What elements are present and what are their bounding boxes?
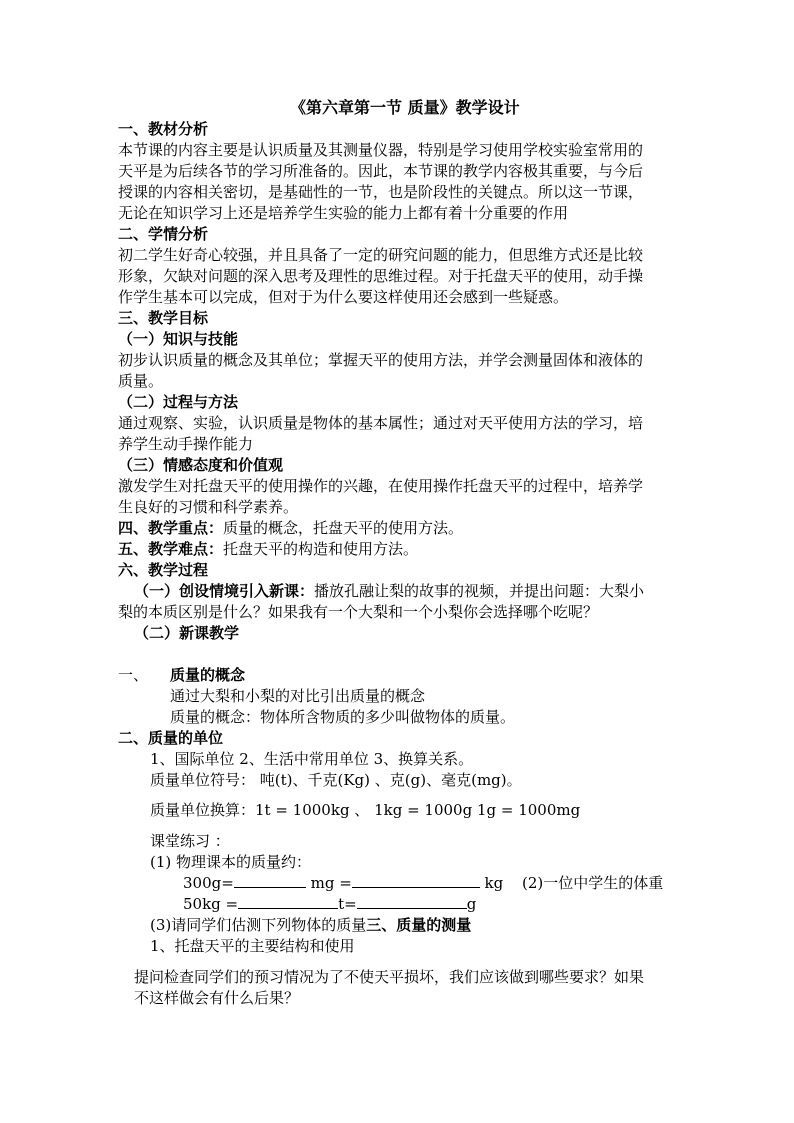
units-heading: 二、质量的单位 [118, 729, 224, 747]
concept-line: 质量的概念：物体所含物质的多少叫做物体的质量。 [170, 708, 516, 726]
paragraph-line: 无论在知识学习上还是培养学生实验的能力上都有着十分重要的作用 [118, 204, 569, 222]
subheading-process-methods: （二）过程与方法 [118, 393, 239, 411]
practice-question-2: (2)一位中学生的体重 [522, 874, 664, 892]
paragraph-line: 激发学生对托盘天平的使用操作的兴趣，在使用操作托盘天平的过程中，培养学 [118, 477, 644, 495]
teaching-difficulty [118, 539, 418, 559]
blank-unit: g [466, 895, 477, 913]
practice-row-1 [183, 873, 503, 893]
units-line: 1、国际单位 2、生活中常用单位 3、换算关系。 [150, 750, 474, 768]
measurement-heading: 三、质量的测量 [366, 916, 472, 934]
blank-prefix: 300g= [183, 874, 234, 892]
paragraph-line: 作学生基本可以完成，但对于为什么要这样使用还会感到一些疑惑。 [118, 288, 569, 306]
section-heading-teaching-process: 六、教学过程 [118, 561, 209, 579]
process-intro [134, 581, 644, 601]
units-symbols: 质量单位符号： 吨(t)、千克(Kg) 、克(g)、毫克(mg)。 [150, 771, 522, 789]
process-intro-text: 播放孔融让梨的故事的视频，并提出问题：大梨小 [314, 582, 645, 600]
blank-unit: t= [338, 895, 357, 913]
answer-blank-t[interactable] [238, 894, 338, 909]
practice-question-3 [150, 915, 471, 935]
teaching-difficulty-text: 托盘天平的构造和使用方法。 [223, 540, 419, 558]
concept-line: 通过大梨和小梨的对比引出质量的概念 [170, 687, 426, 705]
practice-label: 课堂练习 ： [150, 832, 230, 850]
teaching-focus-label: 四、教学重点： [118, 519, 224, 537]
section-heading-textbook-analysis: 一、教材分析 [118, 120, 209, 138]
paragraph-line: 通过观察、实验，认识质量是物体的基本属性；通过对天平使用方法的学习，培 [118, 414, 644, 432]
practice-row-2 [183, 894, 476, 914]
paragraph-line: 授课的内容相关密切，是基础性的一节，也是阶段性的关键点。所以这一节课， [118, 183, 644, 201]
subheading-attitude-values: （三）情感态度和价值观 [118, 456, 284, 474]
teaching-difficulty-label: 五、教学难点： [118, 540, 224, 558]
subheading-new-lesson: （二）新课教学 [134, 624, 240, 642]
paragraph-line: 质量。 [118, 372, 164, 390]
paragraph-line: 梨的本质区别是什么？如果我有一个大梨和一个小梨你会选择哪个吃呢？ [118, 603, 599, 621]
balance-structure-line: 1、托盘天平的主要结构和使用 [150, 937, 355, 955]
subheading-knowledge-skills: （一）知识与技能 [118, 330, 239, 348]
page-title: 《第六章第一节 质量》教学设计 [290, 98, 520, 117]
answer-blank-g[interactable] [357, 894, 467, 909]
paragraph-line: 天平是为后续各节的学习所准备的。因此，本节课的教学内容极其重要，与今后 [118, 162, 644, 180]
teaching-focus [118, 518, 463, 538]
paragraph-line: 本节课的内容主要是认识质量及其测量仪器，特别是学习使用学校实验室常用的 [118, 141, 644, 159]
concept-number: 一、 [118, 666, 149, 684]
blank-unit: mg = [310, 874, 352, 892]
answer-blank-kg[interactable] [352, 873, 480, 888]
teaching-focus-text: 质量的概念，托盘天平的使用方法。 [223, 519, 464, 537]
blank-prefix: 50kg = [183, 895, 239, 913]
process-intro-label: （一）创设情境引入新课： [134, 582, 315, 600]
concept-heading: 质量的概念 [170, 666, 246, 684]
closing-line: 不这样做会有什么后果？ [134, 989, 300, 1007]
section-heading-teaching-goals: 三、教学目标 [118, 309, 209, 327]
practice-question-3-text: (3)请同学们估测下列物体的质量 [150, 916, 367, 934]
paragraph-line: 养学生动手操作能力 [118, 435, 254, 453]
practice-question-1: (1) 物理课本的质量约： [150, 853, 312, 871]
blank-unit: kg [484, 874, 504, 892]
closing-line: 提问检查同学们的预习情况为了不使天平损坏，我们应该做到哪些要求？如果 [134, 968, 645, 986]
answer-blank-mg[interactable] [234, 873, 306, 888]
units-conversion: 质量单位换算：1t = 1000kg 、 1kg = 1000g 1g = 1000mg [150, 801, 581, 819]
section-heading-learner-analysis: 二、学情分析 [118, 225, 209, 243]
paragraph-line: 生良好的习惯和科学素养。 [118, 498, 299, 516]
paragraph-line: 初步认识质量的概念及其单位；掌握天平的使用方法，并学会测量固体和液体的 [118, 351, 644, 369]
paragraph-line: 初二学生好奇心较强，并且具备了一定的研究问题的能力，但思维方式还是比较 [118, 246, 644, 264]
paragraph-line: 形象，欠缺对问题的深入思考及理性的思维过程。对于托盘天平的使用，动手操 [118, 267, 644, 285]
